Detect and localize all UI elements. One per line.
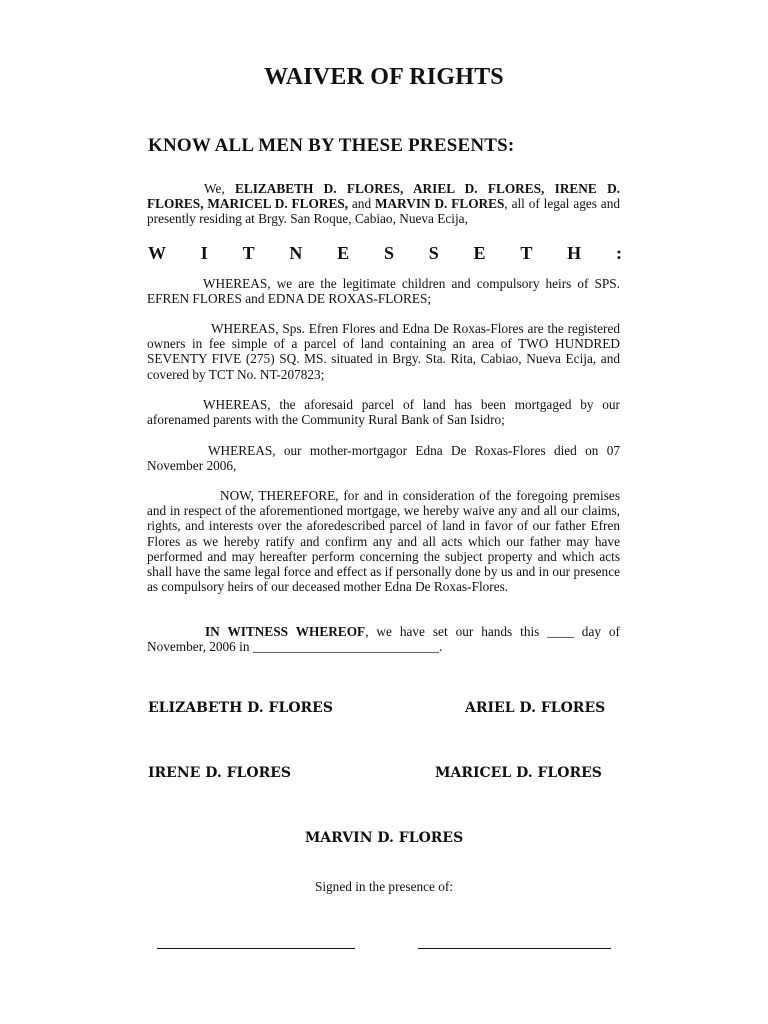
signatory-marvin: MARVIN D. FLORES [304,830,464,846]
whereas-paragraph-3 [147,397,620,427]
witnesseth-heading [148,243,622,264]
intro-names: ELIZABETH D. FLORES, ARIEL D. FLORES, IRENE D. FLORES, MARICEL D. FLORES, [147,181,620,212]
whereas-3-text: WHEREAS, the aforesaid parcel of land has been mortgaged by our aforenamed parents with the Community Rural Bank of San Isidro; [147,397,620,428]
witnesseth-letter: W [148,243,166,263]
witnesseth-letter: N [289,243,303,263]
now-therefore-text: NOW, THEREFORE, for and in consideration of the foregoing premises and in respect of the aforementioned mortgage, we hereby waive any and all our claims, rights, and interests over the aforedescribed parcel of land in favor of our father Efren Flores as we hereby ratify and confirm any and all acts which our father may have performed and may hereafter perform concerning the subject property and which acts shall have the same legal force and effect as if personally done by us and in our presence as compulsory heirs of our deceased mother Edna De Roxas-Flores. [147,488,620,595]
whereas-paragraph-1 [147,276,620,306]
witnesseth-letter: S [383,243,394,263]
whereas-paragraph-2 [147,321,620,382]
witnesseth-letter: T [242,243,255,263]
intro-we: We, [204,181,236,196]
witnesseth-letter: H [567,243,582,263]
witness-text: , we have set our hands this ____ day of November, 2006 in ____________________________. [147,624,620,655]
witnesseth-letter: : [615,243,622,263]
signatory-ariel: ARIEL D. FLORES [465,700,606,716]
heading-know-all-men: KNOW ALL MEN BY THESE PRESENTS: [148,135,515,156]
whereas-4-text: WHEREAS, our mother-mortgagor Edna De Roxas-Flores died on 07 November 2006, [147,443,620,474]
intro-rest: , all of legal ages and presently residing at Brgy. San Roque, Cabiao, Nueva Ecija, [147,196,620,227]
whereas-1-text: WHEREAS, we are the legitimate children and compulsory heirs of SPS. EFREN FLORES and EDNA DE ROXAS-FLORES; [147,276,620,307]
document-title: WAIVER OF RIGHTS [264,64,504,90]
witness-signature-line-2 [418,948,611,949]
witness-paragraph [147,624,620,654]
whereas-paragraph-4 [147,443,620,473]
now-therefore-paragraph [147,488,620,594]
intro-name-marvin: MARVIN D. FLORES [374,196,505,212]
witnesseth-letter: E [473,243,486,263]
whereas-2-text: WHEREAS, Sps. Efren Flores and Edna De Roxas-Flores are the registered owners in fee simple of a parcel of land containing an area of TWO HUNDRED SEVENTY FIVE (275) SQ. MS. situated in Brgy. Sta. Rita, Cabiao, Nueva Ecija, and covered by TCT No. NT-207823; [147,321,620,382]
witnesseth-letter: E [337,243,350,263]
signatory-maricel: MARICEL D. FLORES [435,765,602,781]
signed-presence-label: Signed in the presence of: [314,879,454,894]
signatory-irene: IRENE D. FLORES [148,765,291,781]
witness-bold: IN WITNESS WHEREOF [205,624,366,639]
witnesseth-letter: I [200,243,208,263]
witness-signature-line-1 [157,948,355,949]
intro-and: and [348,196,375,212]
intro-paragraph [147,181,620,227]
signatory-elizabeth: ELIZABETH D. FLORES [148,700,333,716]
witnesseth-letter: T [520,243,533,263]
witnesseth-letter: S [428,243,439,263]
